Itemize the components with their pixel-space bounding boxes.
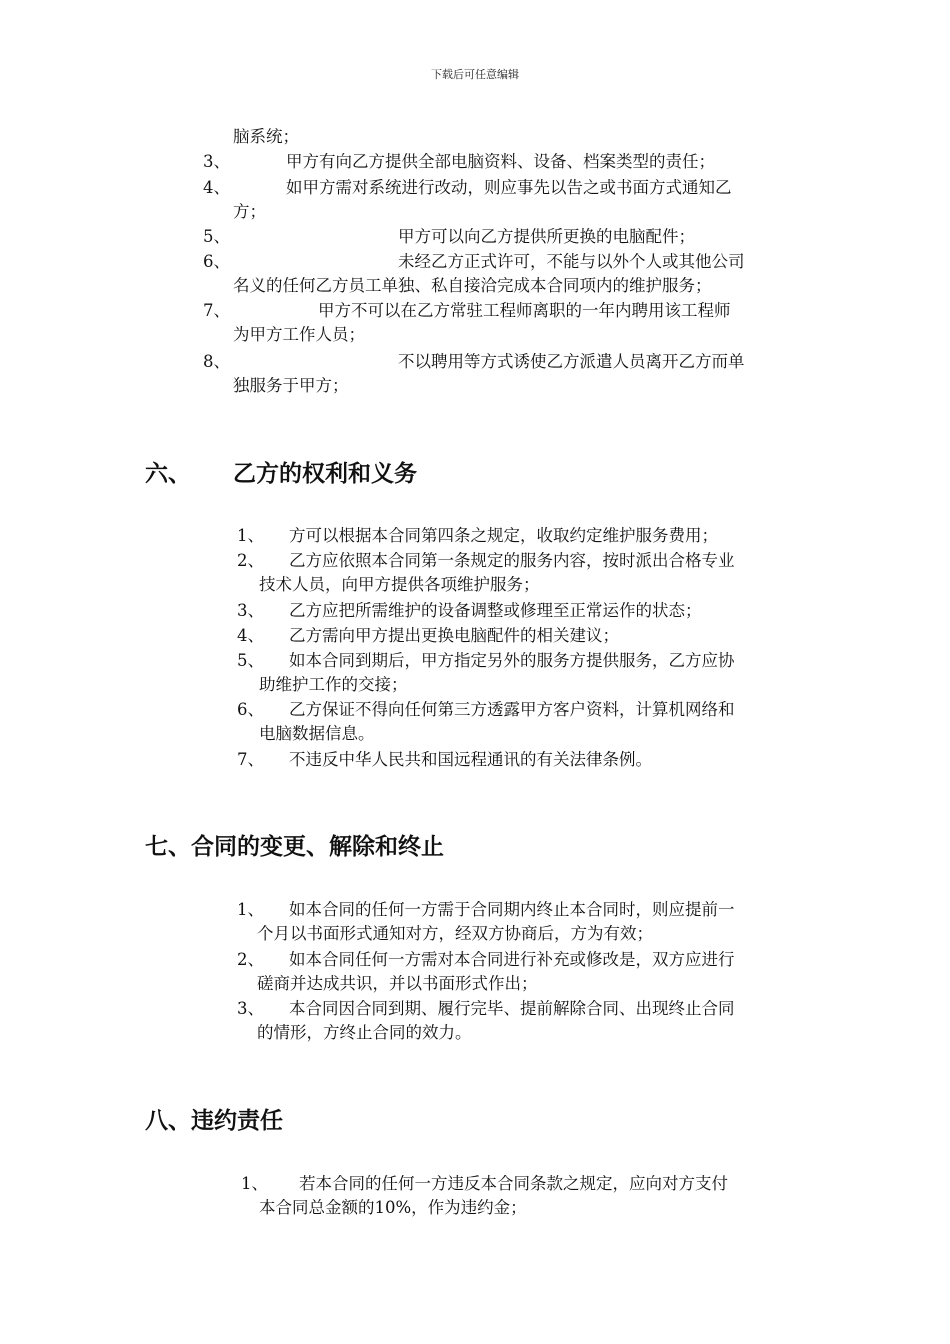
section-number: 六、 [145,461,191,487]
list-item-text-cont: 名义的任何乙方员工单独、私自接洽完成本合同项内的维护服务； [233,276,712,295]
list-number: 6、 [237,700,264,719]
list-item-text: 甲方有向乙方提供全部电脑资料、设备、档案类型的责任； [286,152,715,171]
list-item-text-cont: 的情形，方终止合同的效力。 [257,1023,472,1042]
list-number: 4、 [237,626,264,645]
list-number: 3、 [203,152,230,171]
list-item-text-cont: 助维护工作的交接； [259,675,408,694]
list-item-text-cont: 方； [233,202,266,221]
list-number: 5、 [203,227,230,246]
list-number: 6、 [203,252,230,271]
list-item-text-cont: 磋商并达成共识，并以书面形式作出； [257,974,538,993]
list-item-text: 如本合同的任何一方需于合同期内终止本合同时，则应提前一 [289,900,735,919]
list-item-continuation: 脑系统； [233,127,299,146]
list-item-text: 如本合同到期后，甲方指定另外的服务方提供服务，乙方应协 [289,651,735,670]
list-number: 1、 [237,900,264,919]
list-item-text-cont: 独服务于甲方； [233,376,349,395]
list-number: 2、 [237,950,264,969]
list-item-text-cont: 电脑数据信息。 [259,724,375,743]
list-item-text: 如本合同任何一方需对本合同进行补充或修改是，双方应进行 [289,950,735,969]
list-item-text: 乙方需向甲方提出更换电脑配件的相关建议； [289,626,619,645]
list-number: 1、 [241,1174,268,1193]
page-header: 下载后可任意编辑 [431,68,519,81]
list-item-text-cont: 为甲方工作人员； [233,325,365,344]
list-item-text: 如甲方需对系统进行改动，则应事先以告之或书面方式通知乙 [286,178,732,197]
section-title: 乙方的权利和义务 [233,461,417,487]
list-item-text-cont: 技术人员，向甲方提供各项维护服务； [259,575,540,594]
list-item-text: 若本合同的任何一方违反本合同条款之规定，应向对方支付 [299,1174,728,1193]
list-item-text: 未经乙方正式许可，不能与以外个人或其他公司 [398,252,745,271]
list-number: 8、 [203,352,230,371]
section-title: 七、合同的变更、解除和终止 [145,834,444,860]
list-number: 7、 [237,750,264,769]
list-item-text: 乙方保证不得向任何第三方透露甲方客户资料，计算机网络和 [289,700,735,719]
list-item-text: 方可以根据本合同第四条之规定，收取约定维护服务费用； [289,526,718,545]
list-number: 3、 [237,601,264,620]
list-item-text: 本合同因合同到期、履行完毕、提前解除合同、出现终止合同 [289,999,735,1018]
list-item-text: 不违反中华人民共和国远程通讯的有关法律条例。 [289,750,652,769]
list-item-text: 乙方应依照本合同第一条规定的服务内容，按时派出合格专业 [289,551,735,570]
list-item-text-cont: 个月以书面形式通知对方，经双方协商后，方为有效； [257,924,653,943]
list-item-text: 不以聘用等方式诱使乙方派遣人员离开乙方而单 [398,352,745,371]
list-item-text-cont: 本合同总金额的10%，作为违约金； [259,1198,527,1217]
list-number: 7、 [203,301,230,320]
list-number: 3、 [237,999,264,1018]
list-number: 5、 [237,651,264,670]
list-item-text: 甲方可以向乙方提供所更换的电脑配件； [398,227,695,246]
list-number: 2、 [237,551,264,570]
section-title: 八、违约责任 [145,1108,283,1134]
list-number: 4、 [203,178,230,197]
list-item-text: 甲方不可以在乙方常驻工程师离职的一年内聘用该工程师 [318,301,731,320]
list-item-text: 乙方应把所需维护的设备调整或修理至正常运作的状态； [289,601,702,620]
list-number: 1、 [237,526,264,545]
